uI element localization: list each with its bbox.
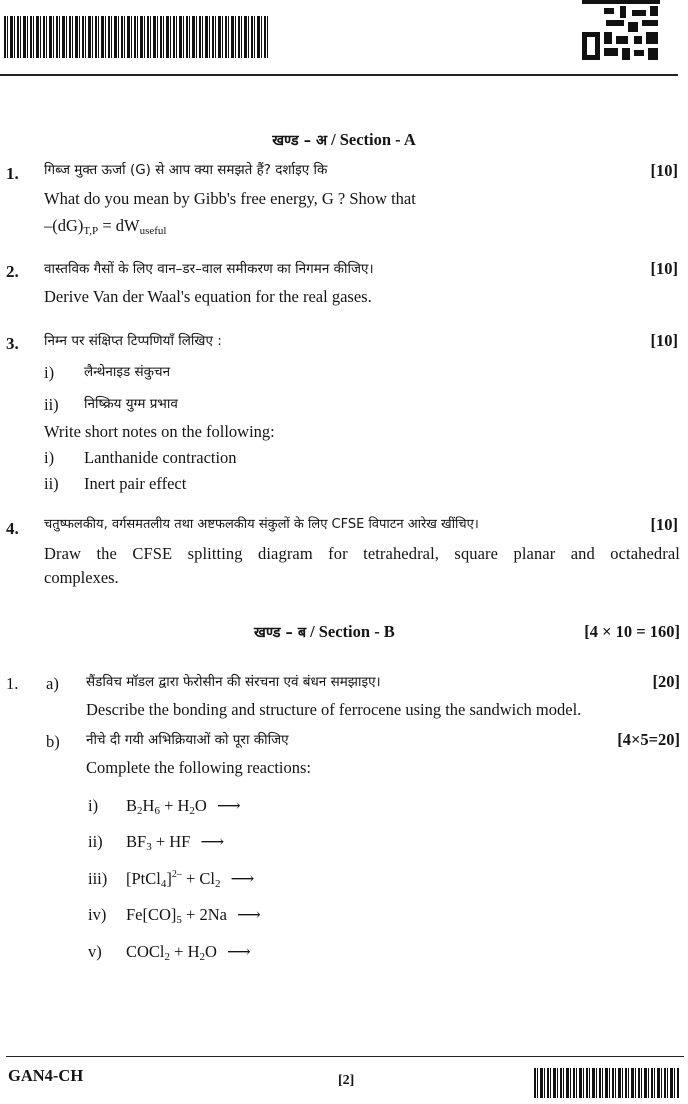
question-text-en: Draw the CFSE splitting diagram for tetrahedral, square planar and octahedral xyxy=(44,544,680,563)
footer-rule xyxy=(6,1056,684,1057)
reaction-equation: COCl$_2$ + $H_2O$ ⟶ xyxy=(126,942,251,963)
question-text-hi: वास्तविक गैसों के लिए वान–डर–वाल समीकरण का निगमन कीजिए। xyxy=(44,261,374,277)
list-item-label: i) xyxy=(44,448,55,467)
equation-subscript: useful xyxy=(139,225,167,237)
list-item-text-hi: लैन्थेनाइड संकुचन xyxy=(84,364,171,380)
subquestion-marks: [20] xyxy=(652,672,680,691)
question-number: 4. xyxy=(6,519,19,538)
question-marks: [10] xyxy=(650,515,678,534)
equation-part: = dW xyxy=(98,216,140,235)
question-number: 2. xyxy=(6,262,19,281)
section-a-heading-hi: खण्ड – अ xyxy=(272,133,328,149)
section-b-heading xyxy=(254,622,395,643)
question-marks: [10] xyxy=(650,331,678,350)
paper-code: GAN4-CH xyxy=(8,1066,84,1085)
question-marks: [10] xyxy=(650,259,678,278)
section-b-heading-en: Section - B xyxy=(318,622,395,641)
subquestion-text-en: Describe the bonding and structure of ferrocene using the sandwich model. xyxy=(86,700,582,719)
reaction-equation: $Fe[CO]_5 + 2Na$ ⟶ xyxy=(126,905,261,926)
subquestion-text-hi: नीचे दी गयी अभिक्रियाओं को पूरा कीजिए xyxy=(86,732,289,748)
list-item-label: ii) xyxy=(44,474,59,493)
footer-barcode xyxy=(534,1068,680,1098)
question-number: 3. xyxy=(6,334,19,353)
section-b-separator: / xyxy=(310,622,315,641)
list-item-text-en: Lanthanide contraction xyxy=(84,448,237,467)
subquestion-marks: [4×5=20] xyxy=(617,730,680,749)
reaction-label: v) xyxy=(88,942,102,961)
subquestion-text-hi: सैंडविच मॉडल द्वारा फेरोसीन की संरचना एवं बंधन समझाइए। xyxy=(86,674,381,690)
list-item-label: ii) xyxy=(44,395,59,414)
question-text-en: complexes. xyxy=(44,568,119,587)
reaction-equation: [PtCl$_4$]$^{2-}$ + $Cl_2$ ⟶ xyxy=(126,869,255,890)
question-text-en: Derive Van der Waal's equation for the real gases. xyxy=(44,287,372,306)
header-barcode xyxy=(4,16,270,58)
question-text-en: What do you mean by Gibb's free energy, G ? Show that xyxy=(44,189,416,208)
qr-code xyxy=(582,0,660,60)
question-equation xyxy=(44,216,166,236)
reaction-label: iv) xyxy=(88,905,107,924)
reaction-label: iii) xyxy=(88,869,108,888)
list-item-label: i) xyxy=(44,363,55,382)
reaction-label: i) xyxy=(88,796,99,815)
question-text-en: Write short notes on the following: xyxy=(44,422,275,441)
section-a-heading-en: Section - A xyxy=(339,130,416,149)
section-a-heading xyxy=(0,130,688,151)
header-rule xyxy=(0,74,678,76)
page-number: [2] xyxy=(338,1073,355,1088)
question-text-hi: चतुष्फलकीय, वर्गसमतलीय तथा अष्टफलकीय संकुलों के लिए CFSE विपाटन आरेख खींचिए। xyxy=(44,517,479,532)
subquestion-label: a) xyxy=(46,674,59,693)
question-marks: [10] xyxy=(650,161,678,180)
section-a-separator: / xyxy=(331,130,336,149)
list-item-text-hi: निष्क्रिय युग्म प्रभाव xyxy=(84,396,178,412)
section-b-total-marks: [4 × 10 = 160] xyxy=(584,622,680,641)
question-text-hi: निम्न पर संक्षिप्त टिप्पणियाँ लिखिए : xyxy=(44,333,222,349)
reaction-equation: $BF_3$ + HF ⟶ xyxy=(126,832,225,853)
question-number: 1. xyxy=(6,674,19,693)
equation-part: –(dG) xyxy=(44,216,84,235)
subquestion-text-en: Complete the following reactions: xyxy=(86,758,311,777)
reaction-label: ii) xyxy=(88,832,103,851)
question-text-hi: गिब्ज मुक्त ऊर्जा (G) से आप क्या समझते हैं? दर्शाइए कि xyxy=(44,162,328,178)
list-item-text-en: Inert pair effect xyxy=(84,474,187,493)
question-number: 1. xyxy=(6,164,19,183)
subquestion-label: b) xyxy=(46,732,60,751)
reaction-equation: $B_2H_6 + H_2O$ ⟶ xyxy=(126,796,241,817)
section-b-heading-hi: खण्ड – ब xyxy=(254,625,307,641)
equation-subscript: T,P xyxy=(83,225,99,237)
